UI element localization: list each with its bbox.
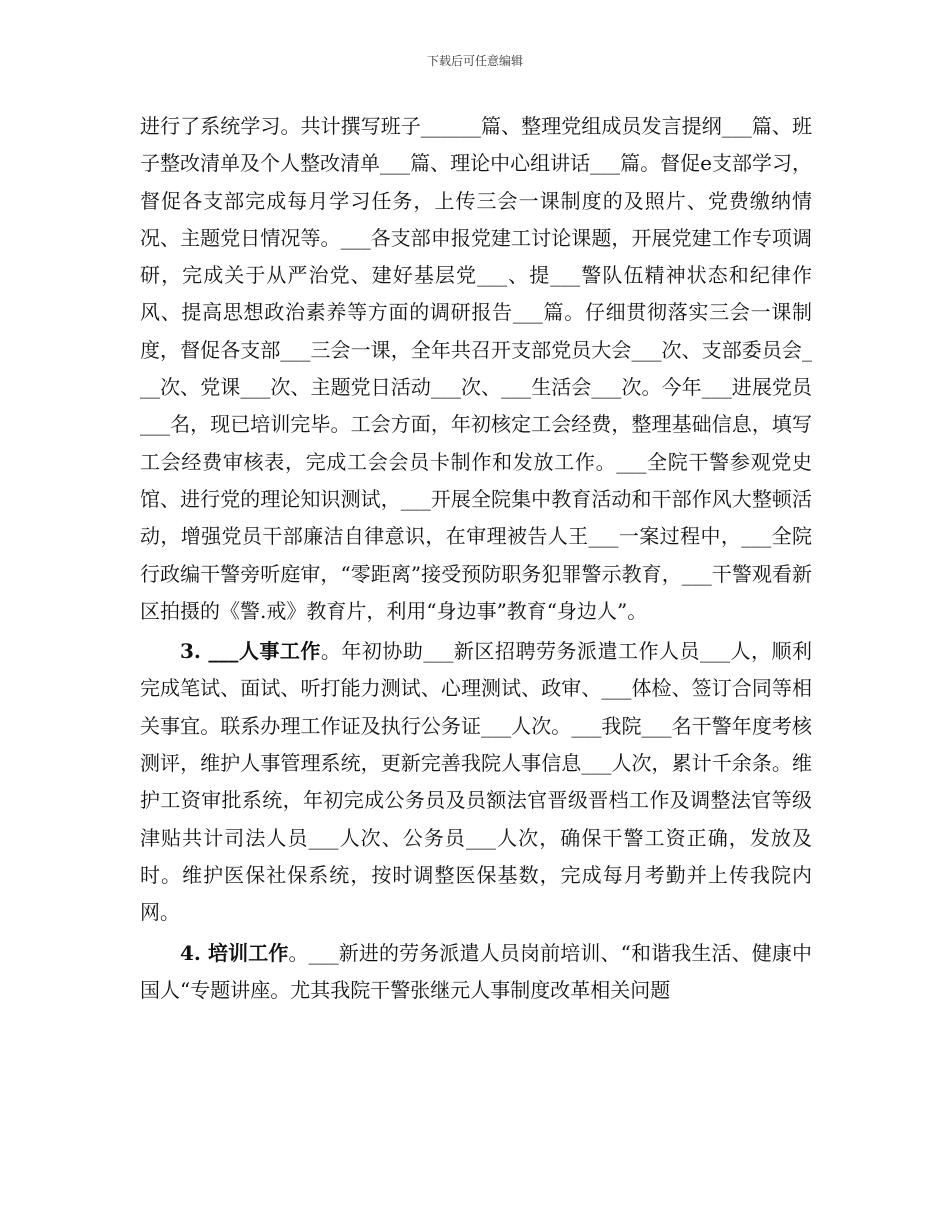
document-body	[140, 108, 812, 1012]
section-heading-personnel: 3. ___人事工作	[180, 639, 321, 664]
page-header-note: 下载后可任意编辑	[426, 54, 523, 68]
paragraph-training-work	[140, 935, 812, 1010]
paragraph-training-text: 。___新进的劳务派遣人员岗前培训、“和谐我生活、健康中国人“专题讲座。尤其我院干警张继元人事制度改革相关问题	[140, 940, 812, 1002]
paragraph-party-building: 进行了系统学习。共计撰写班子______篇、整理党组成员发言提纲___篇、班子整改清单及个人整改清单___篇、理论中心组讲话___篇。督促e支部学习，督促各支部完成每月学习任务，上传三会一课制度的及照片、党费缴纳情况、主题党日情况等。___各支部申报党建工讨论课题，开展党建工作专项调研，完成关于从严治党、建好基层党___、提___警队伍精神状态和纪律作风、提高思想政治素养等方面的调研报告___篇。仔细贯彻落实三会一课制度，督促各支部___三会一课，全年共召开支部党员大会___次、支部委员会___次、党课___次、主题党日活动___次、___生活会___次。今年___进展党员___名，现已培训完毕。工会方面，年初核定工会经费，整理基础信息，填写工会经费审核表，完成工会会员卡制作和发放工作。___全院干警参观党史馆、进行党的理论知识测试，___开展全院集中教育活动和干部作风大整顿活动，增强党员干部廉洁自律意识，在审理被告人王___一案过程中，___全院行政编干警旁听庭审，“零距离”接受预防职务犯罪警示教育，___干警观看新区拍摄的《警.戒》教育片，利用“身边事”教育“身边人”。	[140, 114, 812, 623]
section-heading-training: 4. 培训工作	[180, 940, 289, 965]
paragraph-personnel-text: 。年初协助___新区招聘劳务派遣工作人员___人，顺利完成笔试、面试、听打能力测试、心理测试、政审、___体检、签订合同等相关事宜。联系办理工作证及执行公务证___人次。___我院___名干警年度考核测评，维护人事管理系统，更新完善我院人事信息___人次，累计千余条。维护工资审批系统，年初完成公务员及员额法官晋级晋档工作及调整法官等级津贴共计司法人员___人次、公务员___人次，确保干警工资正确，发放及时。维护医保社保系统，按时调整医保基数，完成每月考勤并上传我院内网。	[140, 639, 813, 925]
paragraph-personnel-work	[140, 633, 812, 931]
